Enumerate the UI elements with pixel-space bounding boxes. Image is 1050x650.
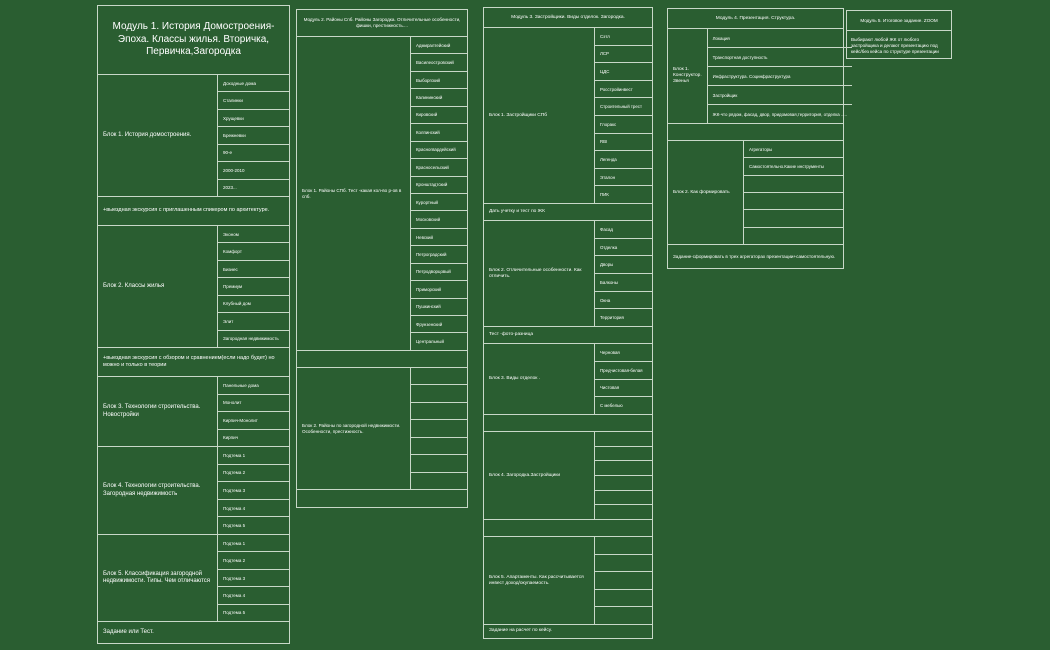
module3-spacer1 — [484, 415, 652, 432]
list-item: Василеостровский — [411, 54, 467, 71]
list-item: Хрущевки — [218, 110, 289, 127]
module3-footer: Задание на расчет по кейсу. — [489, 628, 552, 634]
list-item: Панельные дома — [218, 377, 289, 395]
list-item: Доходные дома — [218, 75, 289, 92]
module4-block1-items — [707, 29, 852, 123]
list-item — [744, 228, 843, 244]
list-item: Бизнес — [218, 261, 289, 278]
list-item: Предчистовая-белая — [595, 362, 652, 380]
list-item: Эталон — [595, 169, 652, 187]
module1-title: Модуль 1. История Домостроения-Эпоха. Классы жилья. Вторичка, Первичка,Загородка — [98, 6, 289, 75]
module3-block3-items — [594, 344, 652, 414]
module3-panel — [483, 7, 653, 639]
list-item — [595, 505, 652, 519]
list-item: Подтема 3 — [218, 570, 289, 587]
list-item — [595, 555, 652, 573]
list-item: Подтема 4 — [218, 500, 289, 518]
list-item: Территория — [600, 315, 624, 321]
module1-panel — [97, 5, 290, 644]
list-item: Застройщик — [708, 86, 852, 105]
list-item — [595, 476, 652, 491]
module3-note2: Тест -фото-разница — [484, 327, 652, 344]
list-item: Агрегаторы — [744, 141, 843, 158]
module1-block3-items — [217, 377, 289, 446]
list-item: ЖК-что рядом, фасад, двор, придомовая,территория, отделка ..... — [712, 111, 848, 117]
list-item: Отделка — [595, 239, 652, 257]
list-item: Адмиралтейский — [411, 37, 467, 54]
module3-block1-label: Блок 1. Застройщики СПб — [489, 112, 547, 118]
list-item: Московский — [411, 211, 467, 228]
module1-block2-label: Блок 2. Классы жилья — [103, 282, 165, 289]
list-item: Комфорт — [218, 243, 289, 260]
list-item: Окна — [595, 292, 652, 310]
list-item: Чистовая — [595, 380, 652, 398]
module1-block3 — [98, 377, 289, 447]
module1-note1: +выездная экскурсия с приглашенным спикером по архитектуре. — [98, 197, 289, 226]
list-item: Дворы — [595, 256, 652, 274]
list-item: Балконы — [595, 274, 652, 292]
module3-block2-label: Блок 2. Отличительные особенности. Как отличить. — [489, 267, 582, 279]
list-item: Кронштадтский — [411, 177, 467, 194]
list-item: Красносельский — [411, 159, 467, 176]
list-item — [595, 590, 652, 608]
module1-block4-label: Блок 4. Технологии строительства. Загородная недвижимость — [103, 483, 201, 497]
list-item: Подтема 1 — [218, 447, 289, 465]
list-item — [595, 491, 652, 506]
module3-block3-label: Блок 3. Виды отделок . — [489, 376, 541, 381]
module4-block1 — [668, 29, 848, 124]
module3-block1 — [484, 28, 652, 204]
list-item — [411, 473, 467, 489]
module1-block1-label: Блок 1. История домостроения. — [103, 131, 192, 138]
module3-block4-items — [594, 432, 652, 519]
module1-block5-label: Блок 5. Классификация загородной недвижимости. Типы. Чем отличаются — [103, 570, 211, 584]
module4-panel — [667, 8, 848, 269]
module3-block4 — [484, 432, 652, 520]
module1-block5 — [98, 535, 289, 622]
module1-block1-items — [217, 75, 289, 196]
module3-block5-label: Блок 5. Апартаменты. Как рассчитывается инвест доход/окупаемость. — [489, 574, 584, 586]
list-item: Эконом — [218, 226, 289, 243]
module3-block1-items — [594, 28, 652, 203]
list-item: Монолит — [218, 395, 289, 413]
list-item: Приморский — [411, 281, 467, 298]
list-item: Кирпич — [223, 435, 238, 441]
module2-block2-label: Блок 2. Районы по загородной недвижимости. Особенности, престижность. — [302, 422, 401, 434]
module3-block2-items — [594, 221, 652, 326]
list-item: Невский — [411, 229, 467, 246]
list-item — [411, 368, 467, 385]
list-item: RBI — [595, 134, 652, 152]
module3-block3 — [484, 344, 652, 415]
list-item — [595, 432, 652, 447]
list-item: Петроградский — [411, 246, 467, 263]
module2-panel — [296, 9, 468, 508]
list-item: Клубный дом — [218, 296, 289, 313]
module1-block4-items — [217, 447, 289, 534]
module1-block2-items — [217, 226, 289, 347]
list-item — [595, 447, 652, 462]
module3-note1: Дать учетку и тест по ЖК — [484, 204, 652, 221]
module3-spacer2 — [484, 520, 652, 537]
list-item: Инфраструктура. Социнфраструктура — [708, 67, 852, 86]
list-item — [595, 537, 652, 555]
module2-block2-items — [410, 368, 467, 489]
list-item: 90-е — [218, 145, 289, 162]
module4-footer: Задание-сформировать в трех агрегаторах презентации+самостоятельную. — [673, 253, 836, 259]
list-item: Глоракс — [595, 116, 652, 134]
list-item — [744, 210, 843, 227]
module5-title: Модуль 5. Итоговое задание. ZOOM — [847, 11, 951, 31]
list-item: Брежневки — [218, 127, 289, 144]
module2-spacer — [297, 351, 467, 368]
list-item: Фрунзенский — [411, 316, 467, 333]
module1-block3-label: Блок 3. Технологии строительства. Новостройки — [103, 404, 201, 418]
list-item — [411, 420, 467, 437]
module4-title: Модуль 4. Презентация. Структура. — [668, 9, 843, 29]
list-item: Премиум — [218, 278, 289, 295]
list-item — [595, 461, 652, 476]
list-item: Подтема 5 — [223, 610, 246, 616]
list-item: Росстройинвест — [595, 81, 652, 99]
module3-block5 — [484, 537, 652, 625]
module3-title: Модуль 3. Застройщики. Виды отделок. Загородка. — [484, 8, 652, 28]
module2-block2 — [297, 368, 467, 490]
list-item — [411, 385, 467, 402]
module2-title: Модуль 2. Районы Спб. Районы Загородка. Отличительные особенности, фишки, престижность.... — [297, 10, 467, 37]
list-item: 2000-2010 — [218, 162, 289, 179]
module1-block2 — [98, 226, 289, 348]
list-item — [411, 403, 467, 420]
module1-block5-items — [217, 535, 289, 621]
list-item: Кирпич-Монолит — [218, 412, 289, 430]
list-item: Подтема 2 — [218, 552, 289, 569]
module2-empty-row — [297, 490, 467, 507]
list-item: Подтема 3 — [218, 482, 289, 500]
list-item: Загородная недвижимость — [223, 336, 279, 342]
list-item: Строительный трест — [595, 98, 652, 116]
module4-block2 — [668, 141, 843, 245]
module2-block1-label: Блок 1. Районы СПб. Тест -какая кол-во р-ов в спб. — [302, 187, 402, 199]
list-item: Подтема 4 — [218, 587, 289, 604]
list-item: С мебелью — [600, 403, 623, 409]
list-item: Подтема 5 — [223, 523, 246, 529]
module3-block2 — [484, 221, 652, 327]
list-item — [595, 607, 652, 624]
list-item — [411, 455, 467, 472]
list-item: Локация — [708, 29, 852, 48]
list-item: Подтема 1 — [218, 535, 289, 552]
list-item: Выборгский — [411, 72, 467, 89]
module5-body: Выбирают любой ЖК от любого застройщика и делают презентацию под кейс/без кейса по структуре презентации — [851, 37, 939, 55]
list-item: Подтема 2 — [218, 465, 289, 483]
list-item — [411, 438, 467, 455]
list-item: Сэтл — [595, 28, 652, 46]
module1-note2: +выездная экскурсия с обзором и сравнением(если надо будет) но можно и только в теории — [98, 348, 289, 377]
list-item: Красногвардейский — [411, 142, 467, 159]
list-item: Кировский — [411, 107, 467, 124]
list-item: ПИК — [600, 192, 609, 198]
list-item: Пушкинский — [411, 299, 467, 316]
list-item: Калининский — [411, 89, 467, 106]
list-item: Центральный — [416, 339, 444, 345]
module1-block1 — [98, 75, 289, 197]
list-item — [744, 176, 843, 193]
list-item: Черновая — [595, 344, 652, 362]
list-item: 2023... — [223, 185, 237, 191]
list-item: Элит — [218, 313, 289, 330]
list-item: Сталинки — [218, 92, 289, 109]
module4-block2-items — [743, 141, 843, 244]
list-item: Транспортная доступность — [708, 48, 852, 67]
list-item: ЛСР — [595, 46, 652, 64]
module5-panel — [846, 10, 952, 59]
module1-block4 — [98, 447, 289, 535]
module4-spacer — [668, 124, 843, 141]
list-item: Самостоятельно.Какие инструменты — [744, 158, 843, 175]
list-item: Курортный — [411, 194, 467, 211]
module3-block5-items — [594, 537, 652, 624]
module2-block1-items — [410, 37, 467, 350]
list-item: ЦДС — [595, 63, 652, 81]
list-item — [744, 193, 843, 210]
list-item: Колпинский — [411, 124, 467, 141]
module1-footer: Задание или Тест. — [103, 628, 154, 635]
list-item — [595, 572, 652, 590]
list-item: Петродворцовый — [411, 264, 467, 281]
module3-block4-label: Блок 4. Загородка.Застройщики — [489, 472, 561, 478]
list-item: Фасад — [595, 221, 652, 239]
module4-block2-label: Блок 2. Как формировать — [673, 189, 730, 195]
list-item: Легенда — [595, 151, 652, 169]
module2-block1 — [297, 37, 467, 351]
module4-block1-label: Блок 1. Конструктор. Звенья — [673, 67, 702, 84]
